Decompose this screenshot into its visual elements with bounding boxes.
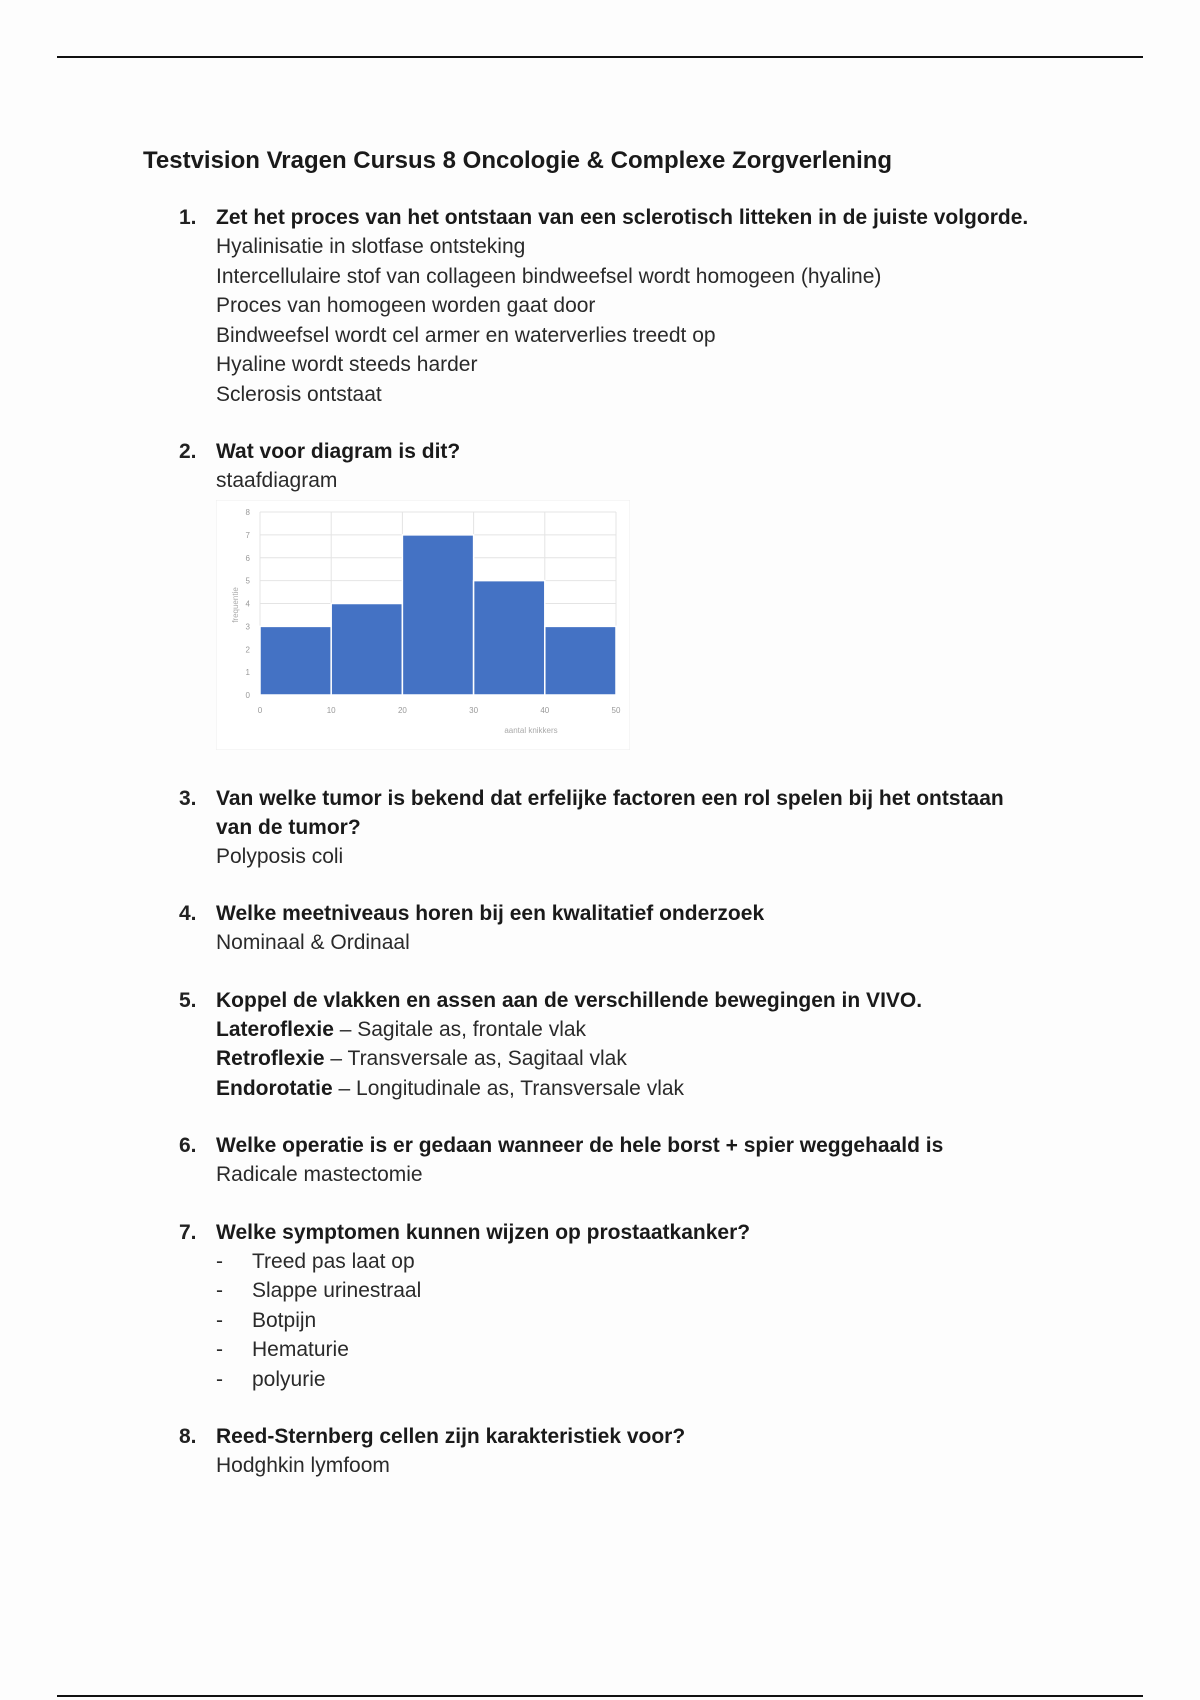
symptom-text: Botpijn xyxy=(252,1308,317,1332)
histogram-bar xyxy=(545,626,616,695)
histogram-bar xyxy=(331,603,402,695)
movement-description: – Longitudinale as, Transversale vlak xyxy=(332,1076,685,1100)
question-text: Zet het proces van het ontstaan van een sclerotisch litteken in de juiste volgorde. xyxy=(216,206,1029,229)
y-tick-label: 7 xyxy=(245,530,250,540)
question-number: 8. xyxy=(179,1425,197,1448)
x-tick-label: 0 xyxy=(257,705,263,715)
x-tick-label: 10 xyxy=(326,705,336,715)
answer-line: Proces van homogeen worden gaat door xyxy=(216,294,596,317)
question-8 xyxy=(143,1422,1103,1481)
x-tick-label: 40 xyxy=(540,705,550,715)
question-text: Reed-Sternberg cellen zijn karakteristiek voor? xyxy=(216,1425,686,1448)
symptom-item xyxy=(216,1276,1103,1306)
y-tick-label: 0 xyxy=(245,690,250,700)
answer-line: Bindweefsel wordt cel armer en waterverlies treedt op xyxy=(216,323,716,347)
question-text: Van welke tumor is bekend dat erfelijke factoren een rol spelen bij het ontstaan van de tumor? xyxy=(216,786,1004,839)
histogram-bar xyxy=(402,534,473,694)
x-axis-label: aantal knikkers xyxy=(504,725,558,735)
y-axis-label: frequentie xyxy=(231,586,240,623)
y-tick-label: 8 xyxy=(245,507,250,517)
bottom-rule xyxy=(57,1695,1143,1697)
question-text: Welke symptomen kunnen wijzen op prostaatkanker? xyxy=(216,1220,751,1244)
symptom-text: Treed pas laat op xyxy=(252,1249,415,1273)
dash-bullet: - xyxy=(216,1338,223,1361)
top-rule xyxy=(57,56,1143,58)
movement-line xyxy=(216,1015,1103,1045)
y-tick-label: 6 xyxy=(245,553,250,563)
y-tick-label: 4 xyxy=(245,599,250,608)
symptom-item xyxy=(216,1306,1103,1336)
answer-line: Hyalinisatie in slotfase ontsteking xyxy=(216,235,526,258)
symptom-item xyxy=(216,1365,1103,1395)
y-tick-label: 2 xyxy=(245,644,250,654)
symptom-text: polyurie xyxy=(252,1367,326,1391)
dash-bullet: - xyxy=(216,1308,223,1332)
question-4 xyxy=(143,899,1103,958)
symptom-text: Slappe urinestraal xyxy=(252,1279,422,1302)
question-2 xyxy=(143,437,1103,750)
question-text: Welke operatie is er gedaan wanneer de hele borst + spier weggehaald is xyxy=(216,1134,944,1157)
symptom-text: Hematurie xyxy=(252,1338,349,1361)
question-6 xyxy=(143,1131,1103,1190)
answer-line: Polyposis coli xyxy=(216,844,344,868)
answer-line: Sclerosis ontstaat xyxy=(216,382,382,406)
answer-line: staafdiagram xyxy=(216,469,338,492)
x-tick-label: 30 xyxy=(469,705,479,715)
question-number: 7. xyxy=(179,1220,197,1244)
movement-line xyxy=(216,1044,1103,1074)
answer-line: Nominaal & Ordinaal xyxy=(216,931,410,954)
dash-bullet: - xyxy=(216,1249,223,1273)
symptom-item xyxy=(216,1335,1103,1365)
histogram-bar xyxy=(260,626,331,695)
question-number: 1. xyxy=(179,206,197,229)
question-number: 6. xyxy=(179,1134,197,1157)
question-5 xyxy=(143,986,1103,1104)
movement-term: Endorotatie xyxy=(216,1076,333,1100)
x-tick-label: 20 xyxy=(397,705,407,715)
movement-term: Lateroflexie xyxy=(216,1017,334,1041)
y-tick-label: 5 xyxy=(245,576,250,586)
answer-line: Intercellulaire stof van collageen bindweefsel wordt homogeen (hyaline) xyxy=(216,264,882,288)
symptom-item xyxy=(216,1247,1103,1277)
question-text: Welke meetniveaus horen bij een kwalitatief onderzoek xyxy=(216,902,765,925)
x-tick-label: 50 xyxy=(611,705,621,715)
y-tick-label: 1 xyxy=(245,667,250,677)
question-number: 4. xyxy=(179,902,197,925)
question-text: Wat voor diagram is dit? xyxy=(216,440,461,463)
histogram-chart xyxy=(216,500,630,750)
dash-bullet: - xyxy=(216,1367,223,1391)
movement-line xyxy=(216,1074,1103,1104)
document-body xyxy=(143,145,1103,1509)
dash-bullet: - xyxy=(216,1279,223,1302)
movement-description: – Sagitale as, frontale vlak xyxy=(333,1017,587,1041)
y-tick-label: 3 xyxy=(245,621,250,631)
answer-line: Hyaline wordt steeds harder xyxy=(216,353,478,376)
histogram-bar xyxy=(474,580,545,694)
question-7 xyxy=(143,1218,1103,1395)
question-number: 3. xyxy=(179,786,197,810)
question-number: 5. xyxy=(179,988,197,1012)
answer-line: Hodghkin lymfoom xyxy=(216,1454,390,1477)
document-title: Testvision Vragen Cursus 8 Oncologie & Complexe Zorgverlening xyxy=(143,147,893,174)
movement-description: – Transversale as, Sagitaal vlak xyxy=(324,1047,627,1070)
question-text: Koppel de vlakken en assen aan de verschillende bewegingen in VIVO. xyxy=(216,988,923,1012)
question-number: 2. xyxy=(179,440,197,463)
question-3 xyxy=(143,784,1103,872)
question-1 xyxy=(143,203,1103,409)
answer-line: Radicale mastectomie xyxy=(216,1163,423,1186)
movement-term: Retroflexie xyxy=(216,1047,325,1070)
histogram-figure xyxy=(216,500,630,750)
